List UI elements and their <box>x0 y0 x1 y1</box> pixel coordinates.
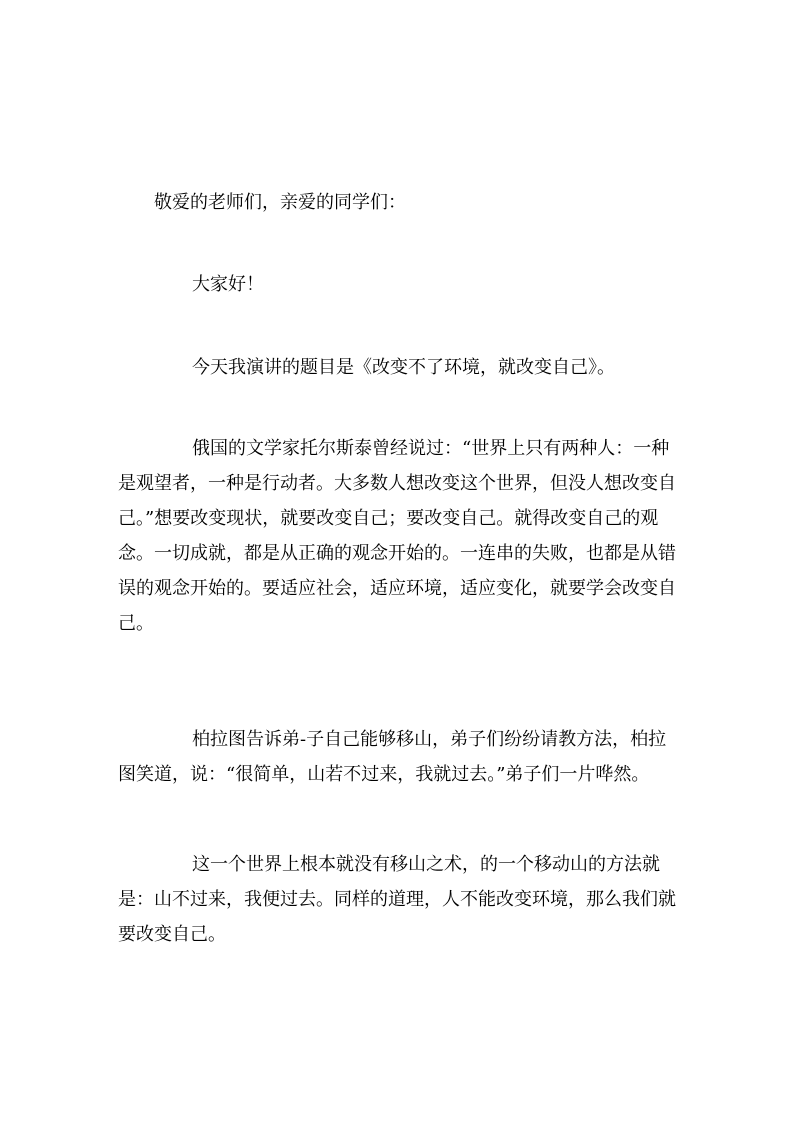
paragraph-1-block <box>118 350 683 385</box>
paragraph-4-block <box>118 847 683 952</box>
paragraph-plato: 柏拉图告诉弟-子自己能够移山，弟子们纷纷请教方法，柏拉图笑道，说：“很简单，山若不过来，我就过去。”弟子们一片哗然。 <box>118 729 667 785</box>
paragraph-topic: 今天我演讲的题目是《改变不了环境，就改变自己》。 <box>192 357 615 378</box>
greeting-block <box>118 267 683 302</box>
paragraph-2-block <box>118 431 683 641</box>
greeting: 大家好！ <box>192 274 264 295</box>
paragraph-3-block <box>118 722 683 792</box>
paragraph-mountain: 这一个世界上根本就没有移山之术，的一个移动山的方法就是：山不过来，我便过去。同样的道理，人不能改变环境，那么我们就要改变自己。 <box>118 854 676 945</box>
paragraph-tolstoy: 俄国的文学家托尔斯泰曾经说过：“世界上只有两种人：一种是观望者，一种是行动者。大多数人想改变这个世界，但没人想改变自己。”想要改变现状，就要改变自己；要改变自己。就得改变自己的观念。一切成就，都是从正确的观念开始的。一连串的失败，也都是从错误的观念开始的。要适应社会，适应环境，适应变化，就要学会改变自己。 <box>118 438 676 634</box>
salutation: 敬爱的老师们，亲爱的同学们： <box>154 192 406 213</box>
salutation-block <box>118 185 683 220</box>
